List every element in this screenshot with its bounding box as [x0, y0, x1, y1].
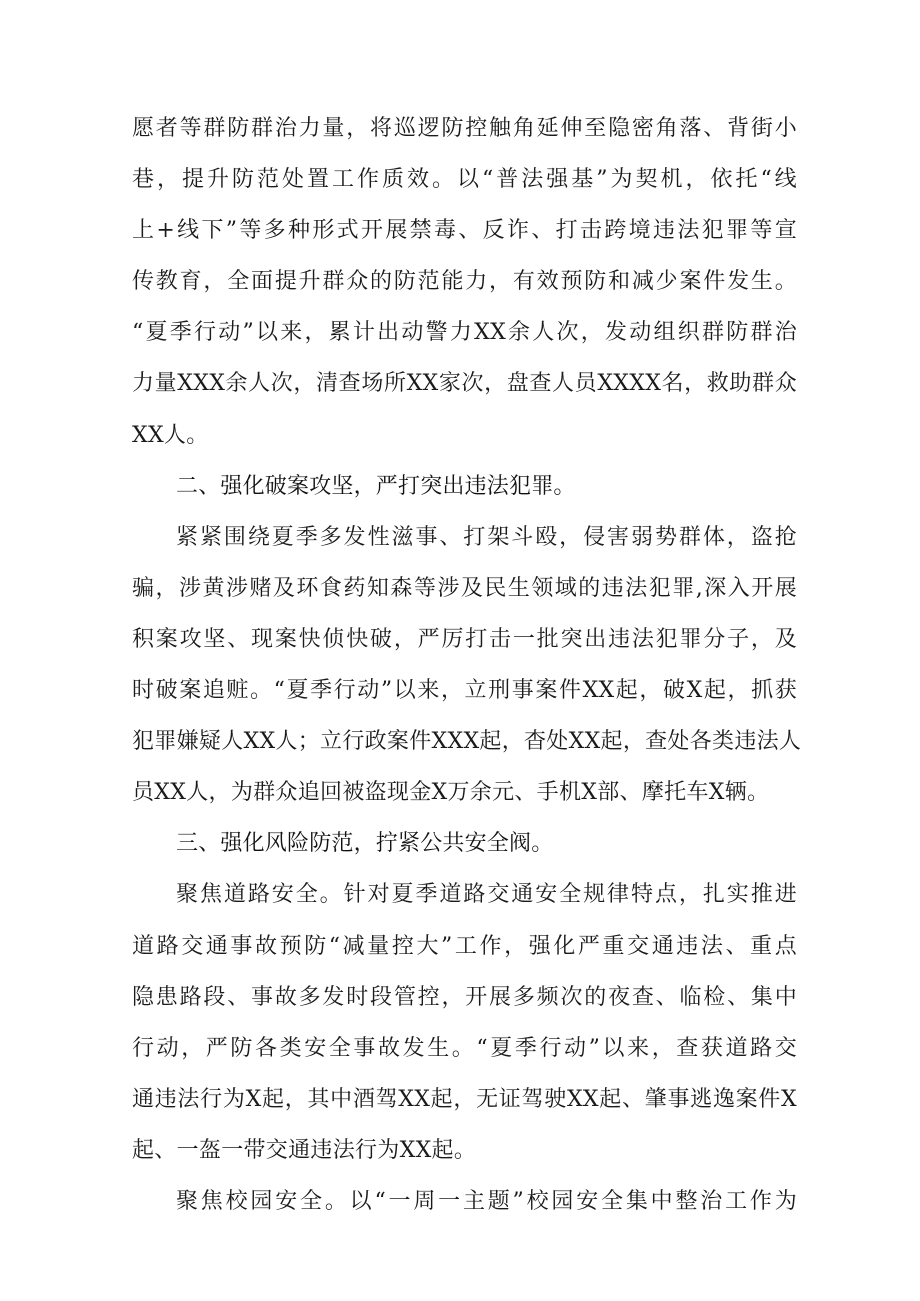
- text-line: 隐患路段、事故多发时段管控，开展多频次的夜查、临检、集中: [132, 984, 797, 1010]
- section-heading-2: 二、强化破案攻坚，严打突出违法犯罪。: [176, 473, 576, 499]
- text-line: 积案攻坚、现案快侦快破，严厉打击一批突出违法犯罪分子，及: [132, 626, 797, 652]
- text-line: 愿者等群防群治力量，将巡逻防控触角延伸至隐密角落、背街小: [132, 116, 797, 141]
- text-line: 传教育，全面提升群众的防范能力，有效预防和减少案件发生。: [132, 269, 797, 295]
- text-line: 道路交通事故预防“减量控大”工作，强化严重交通违法、重点: [132, 933, 797, 959]
- document-body: [132, 103, 802, 1227]
- text-line: 通违法行为X起，其中酒驾XX起，无证驾驶XX起、肇事逃逸案件X: [132, 1086, 797, 1112]
- text-line: 巷，提升防范处置工作质效。以“普法强基”为契机，依托“线: [132, 167, 797, 193]
- text-line: 紧紧围绕夏季多发性滋事、打架斗殴，侵害弱势群体，盗抢: [176, 524, 797, 550]
- text-line: 力量XXX余人次，清查场所XX家次，盘查人员XXXX名，救助群众: [132, 371, 797, 397]
- text-line: 犯罪嫌疑人XX人；立行政案件XXX起，杳处XX起，查处各类违法人: [132, 729, 802, 755]
- text-line: 聚焦校园安全。以“一周一主题”校园安全集中整治工作为: [176, 1188, 797, 1214]
- text-line: 聚焦道路安全。针对夏季道路交通安全规律特点，扎实推进: [176, 882, 797, 908]
- text-line: 行动，严防各类安全事故发生。“夏季行动”以来，查获道路交: [132, 1035, 797, 1061]
- text-line: “夏季行动”以来，累计出动警力XX余人次，发动组织群防群治: [132, 320, 797, 346]
- text-line: 骗，涉黄涉赌及环食药知森等涉及民生领域的违法犯罪,深入开展: [132, 575, 797, 601]
- text-line: 员XX人，为群众追回被盗现金X万余元、手机X部、摩托车X辆。: [132, 780, 770, 806]
- text-line: 起、一盔一带交通违法行为XX起。: [132, 1137, 477, 1163]
- text-line: 上+线下”等多种形式开展禁毒、反诈、打击跨境违法犯罪等宣: [132, 218, 797, 244]
- text-line: XX人。: [132, 422, 209, 448]
- text-line: 时破案追赃。“夏季行动”以来，立刑事案件XX起，破X起，抓获: [132, 678, 797, 704]
- section-heading-3: 三、强化风险防范，拧紧公共安全阀。: [176, 831, 554, 857]
